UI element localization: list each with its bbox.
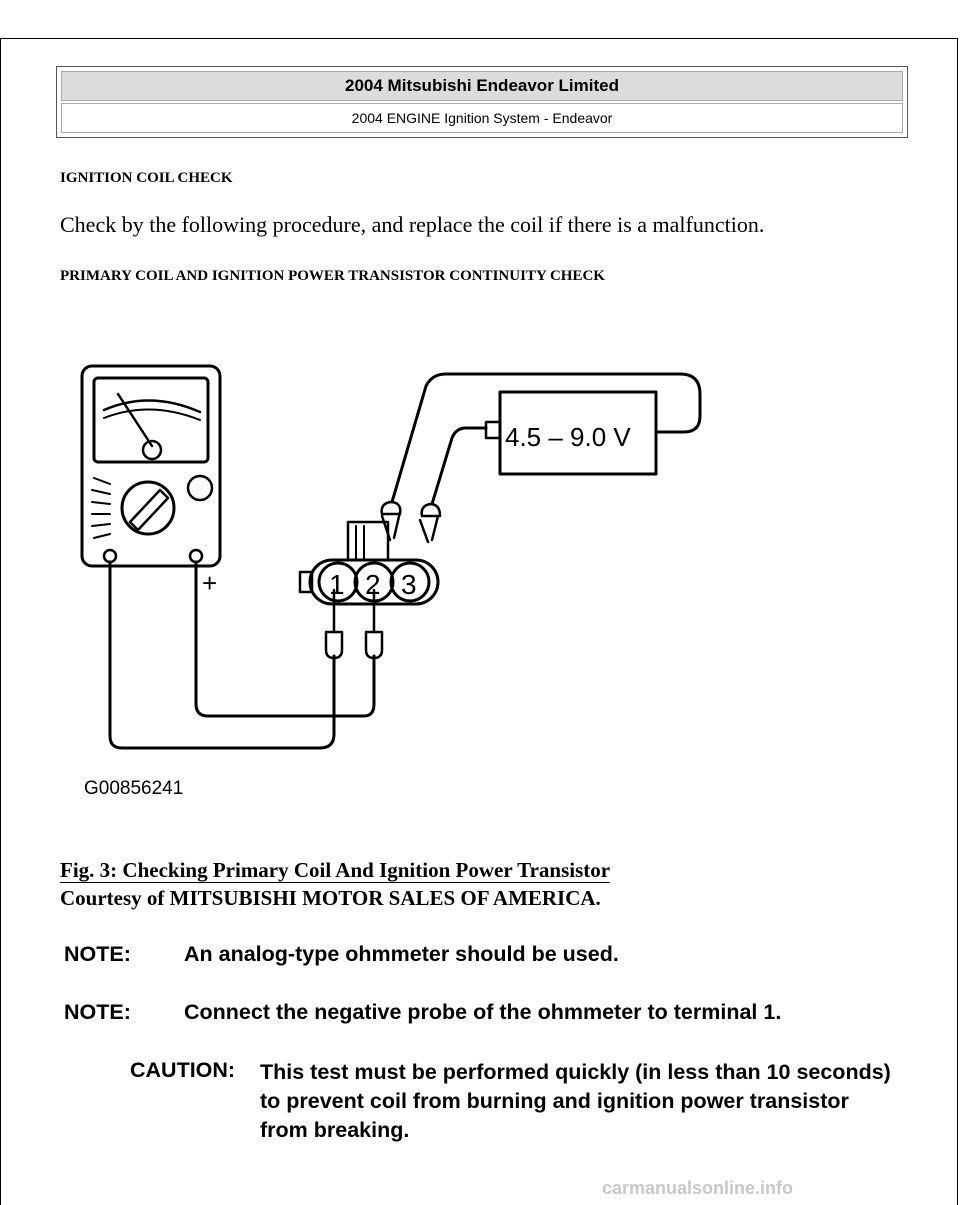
figure-id: G00856241	[84, 778, 184, 799]
plus-label: +	[202, 568, 218, 598]
voltage-label: 4.5 – 9.0 V	[505, 422, 631, 452]
caution-text: This test must be performed quickly (in less than 10 seconds) to prevent coil from burning and ignition power transistor from breaking.	[260, 1060, 891, 1142]
terminal-1-label: 1	[329, 569, 345, 600]
section-subtitle: 2004 ENGINE Ignition System - Endeavor	[61, 103, 903, 133]
note-text: Connect the negative probe of the ohmmeter to terminal 1.	[184, 1000, 782, 1024]
section-heading-ignition-coil-check: IGNITION COIL CHECK	[60, 170, 233, 186]
note-label: NOTE:	[64, 1000, 131, 1024]
caution-label: CAUTION:	[130, 1058, 236, 1082]
ohmmeter-negative-jack	[104, 550, 116, 562]
intro-paragraph: Check by the following procedure, and replace the coil if there is a malfunction.	[60, 212, 765, 237]
ohmmeter-selector-knob	[122, 482, 174, 534]
figure-courtesy: Courtesy of MITSUBISHI MOTOR SALES OF AMERICA.	[60, 886, 601, 910]
ohmmeter-dial-face	[94, 378, 208, 462]
watermark-footer: carmanualsonline.info	[602, 1178, 794, 1198]
section-heading-continuity-check: PRIMARY COIL AND IGNITION POWER TRANSISTOR CONTINUITY CHECK	[60, 268, 605, 284]
terminal-2-label: 2	[365, 569, 381, 600]
ohmmeter-needle-pivot	[143, 441, 161, 459]
wiring-diagram	[60, 350, 740, 810]
document-header	[56, 66, 908, 138]
figure-caption-link[interactable]: Fig. 3: Checking Primary Coil And Ignition Power Transistor	[60, 858, 611, 882]
positive-lead	[196, 562, 374, 716]
note-label: NOTE:	[64, 942, 131, 966]
vehicle-title: 2004 Mitsubishi Endeavor Limited	[61, 71, 903, 101]
ohmmeter-positive-jack	[190, 550, 202, 562]
terminal-3-label: 3	[401, 569, 417, 600]
supply-negative-lead	[432, 428, 486, 504]
note-text: An analog-type ohmmeter should be used.	[184, 942, 619, 966]
